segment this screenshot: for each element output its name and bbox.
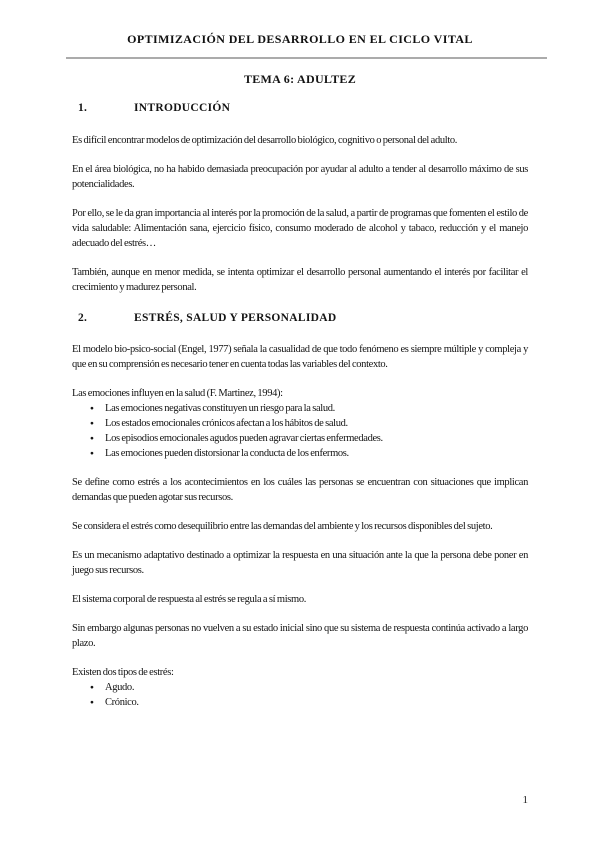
section-number: 2. — [78, 312, 88, 324]
paragraph: En el área biológica, no ha habido demasiada preocupación por ayudar al adulto a tender al desarrollo máximo de sus potencialidades. — [72, 164, 528, 190]
page-title: TEMA 6: ADULTEZ — [243, 72, 357, 86]
list-item-text: Crónico. — [105, 697, 139, 708]
header-divider — [66, 57, 547, 59]
stress-types-bullet-list — [72, 680, 528, 710]
list-item — [72, 416, 528, 431]
section-title: ESTRÉS, SALUD Y PERSONALIDAD — [134, 312, 337, 324]
paragraph: Por ello, se le da gran importancia al interés por la promoción de la salud, a partir de programas que fomenten el estilo de vida saludable: Alimentación sana, ejercicio físico, consumo moderado de alcohol y tabaco, reducción y el manejo adecuado del estrés… — [72, 208, 528, 249]
paragraph: Es difícil encontrar modelos de optimización del desarrollo biológico, cognitivo o personal del adulto. — [72, 135, 458, 146]
list-item — [72, 446, 528, 461]
paragraph: El modelo bio-psico-social (Engel, 1977) señala la casualidad de que todo fenómeno es siempre múltiple y compleja y que en su comprensión es necesario tener en cuenta todas las variables del contexto. — [72, 344, 528, 370]
section-title: INTRODUCCIÓN — [134, 102, 231, 114]
paragraph: El sistema corporal de respuesta al estrés se regula a sí mismo. — [72, 594, 307, 605]
emotions-bullet-list — [72, 401, 528, 461]
section-heading-estres-salud-personalidad — [72, 311, 528, 326]
paragraph-lead-emotions: Las emociones influyen en la salud (F. Martinez, 1994): — [72, 388, 283, 399]
list-item — [72, 431, 528, 446]
list-item-text: Los episodios emocionales agudos pueden agravar ciertas enfermedades. — [105, 433, 383, 444]
list-item — [72, 401, 528, 416]
page-number: 1 — [522, 794, 528, 806]
bullet-icon: ● — [90, 435, 94, 442]
running-header: OPTIMIZACIÓN DEL DESARROLLO EN EL CICLO VITAL — [127, 32, 473, 46]
paragraph: Sin embargo algunas personas no vuelven a su estado inicial sino que su sistema de respuesta continúa activado a largo plazo. — [72, 623, 528, 649]
section-heading-introduccion — [72, 101, 528, 116]
section-number: 1. — [78, 102, 88, 114]
list-item — [72, 695, 528, 710]
bullet-icon: ● — [90, 699, 94, 706]
paragraph: Se define como estrés a los acontecimientos en los cuáles las personas se encuentran con situaciones que implican demandas que pueden agotar sus recursos. — [72, 477, 528, 503]
bullet-icon: ● — [90, 684, 94, 691]
paragraph: Es un mecanismo adaptativo destinado a optimizar la respuesta en una situación ante la que la persona debe poner en juego sus recursos. — [72, 550, 528, 576]
paragraph-lead-stress-types: Existen dos tipos de estrés: — [72, 667, 174, 678]
list-item-text: Las emociones pueden distorsionar la conducta de los enfermos. — [105, 448, 349, 459]
bullet-icon: ● — [90, 420, 94, 427]
bullet-icon: ● — [90, 450, 94, 457]
list-item-text: Agudo. — [105, 682, 135, 693]
list-item — [72, 680, 528, 695]
bullet-icon: ● — [90, 405, 94, 412]
paragraph: Se considera el estrés como desequilibrio entre las demandas del ambiente y los recursos disponibles del sujeto. — [72, 521, 493, 532]
paragraph: También, aunque en menor medida, se intenta optimizar el desarrollo personal aumentando el interés por facilitar el crecimiento y madurez personal. — [72, 267, 528, 293]
list-item-text: Las emociones negativas constituyen un riesgo para la salud. — [105, 403, 335, 414]
list-item-text: Los estados emocionales crónicos afectan a los hábitos de salud. — [105, 418, 348, 429]
